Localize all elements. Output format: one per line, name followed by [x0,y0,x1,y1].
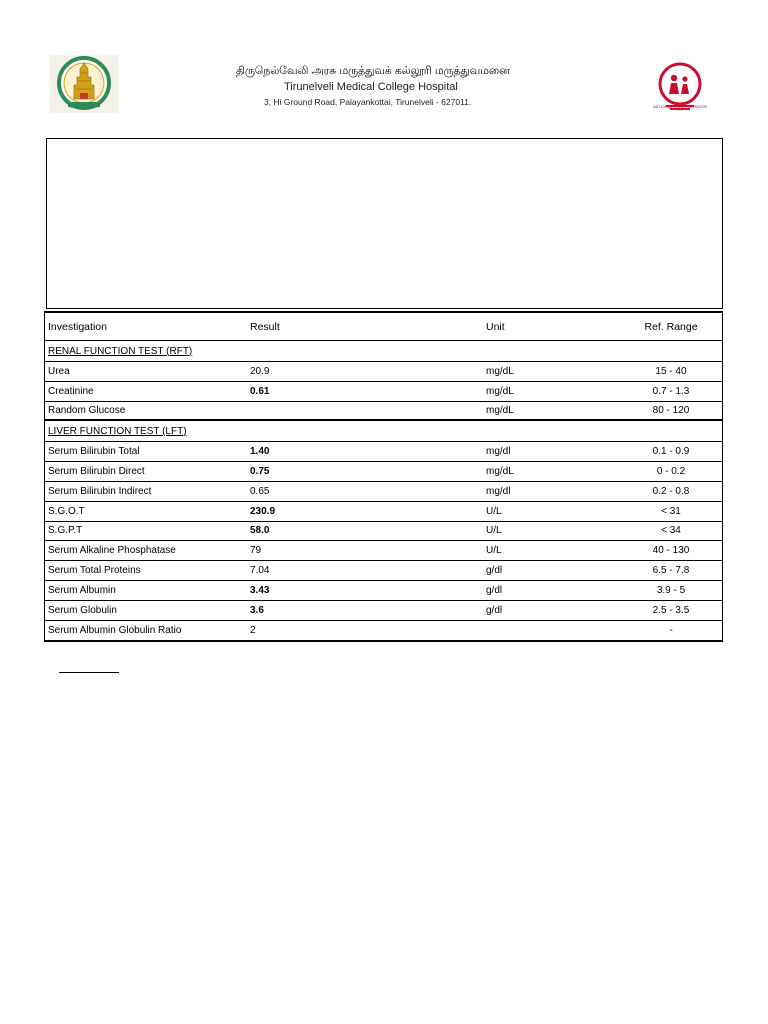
investigation-name: Creatinine [48,385,94,397]
unit-value: mg/dL [486,404,514,416]
unit-value: mg/dl [486,485,511,497]
table-row [45,462,722,482]
table-row [45,402,722,422]
left-emblem-caption: தமிழ்நாடு அரசு [69,104,99,109]
result-value: 79 [250,545,262,557]
patient-info-box [46,138,723,309]
ref-range-value: < 31 [661,505,681,517]
table-row [45,502,722,522]
result-value: 3.43 [250,584,270,596]
hospital-address: 3, Hi Ground Road, Palayankottai, Tirunelveli - 627011. [264,97,472,107]
investigation-name: Serum Alkaline Phosphatase [48,545,176,557]
investigation-name: Serum Bilirubin Direct [48,466,145,478]
unit-value: g/dl [486,604,503,616]
investigation-name: Serum Bilirubin Indirect [48,485,152,497]
result-value: 2 [250,624,256,636]
investigation-name: Serum Globulin [48,604,117,616]
nhm-logo-caption: NATIONAL HEALTH MISSION [652,104,708,109]
ref-range-value: 0.2 - 0.8 [652,485,690,497]
unit-value: mg/dL [486,385,514,397]
table-header-row [45,313,722,341]
ref-range-value: 3.9 - 5 [656,584,686,596]
result-value: 0.65 [250,485,270,497]
ref-range-value: 2.5 - 3.5 [652,604,690,616]
table-row [45,581,722,601]
investigation-name: Urea [48,365,70,377]
unit-value: g/dl [486,584,503,596]
unit-value: mg/dL [486,365,514,377]
ref-range-value: 0.7 - 1.3 [652,385,690,397]
section-title-rft: RENAL FUNCTION TEST (RFT) [48,345,193,357]
result-value: 58.0 [250,525,270,537]
investigation-name: S.G.P.T [48,525,83,537]
section-title-lft: LIVER FUNCTION TEST (LFT) [48,425,187,437]
result-value: 3.6 [250,604,264,616]
investigation-name: Serum Albumin Globulin Ratio [48,624,182,636]
ref-range-value: < 34 [661,525,681,537]
result-value: 20.9 [250,365,270,377]
investigation-name: Serum Albumin [48,584,116,596]
ref-range-value: - [669,624,673,636]
hospital-header [236,64,566,108]
header-investigation: Investigation [48,320,107,333]
unit-value: U/L [486,525,502,537]
hospital-name-tamil: திருநெல்வேலி அரசு மருத்துவக் கல்லூரி மருத்துவமனை [236,64,510,77]
unit-value: U/L [486,545,502,557]
unit-value: mg/dL [486,466,514,478]
investigation-name: S.G.O.T [48,505,85,517]
section-title-row [45,341,722,362]
investigation-name: Random Glucose [48,404,126,416]
table-row [45,561,722,581]
table-row [45,442,722,462]
ref-range-value: 40 - 130 [652,545,690,557]
result-value: 230.9 [250,505,276,517]
results-table [44,311,723,642]
investigation-name: Serum Bilirubin Total [48,446,140,458]
table-row [45,482,722,502]
unit-value: U/L [486,505,502,517]
table-row [45,522,722,542]
table-row [45,382,722,402]
header-result: Result [250,320,280,333]
result-value: 0.61 [250,385,270,397]
result-value: 7.04 [250,565,270,577]
result-value: 0.75 [250,466,270,478]
result-value: 1.40 [250,446,270,458]
ref-range-value: 0 - 0.2 [656,466,686,478]
signature-line [59,672,119,673]
header-unit: Unit [486,320,505,333]
table-row [45,362,722,382]
table-row [45,621,722,641]
table-row [45,541,722,561]
ref-range-value: 15 - 40 [655,365,687,377]
ref-range-value: 80 - 120 [652,404,690,416]
unit-value: g/dl [486,565,503,577]
investigation-name: Serum Total Proteins [48,565,141,577]
unit-value: mg/dl [486,446,511,458]
section-title-row [45,421,722,442]
header-ref-range: Ref. Range [644,320,698,333]
hospital-name-english: Tirunelveli Medical College Hospital [284,81,458,93]
ref-range-value: 6.5 - 7.8 [652,565,690,577]
table-row [45,601,722,621]
ref-range-value: 0.1 - 0.9 [652,446,690,458]
